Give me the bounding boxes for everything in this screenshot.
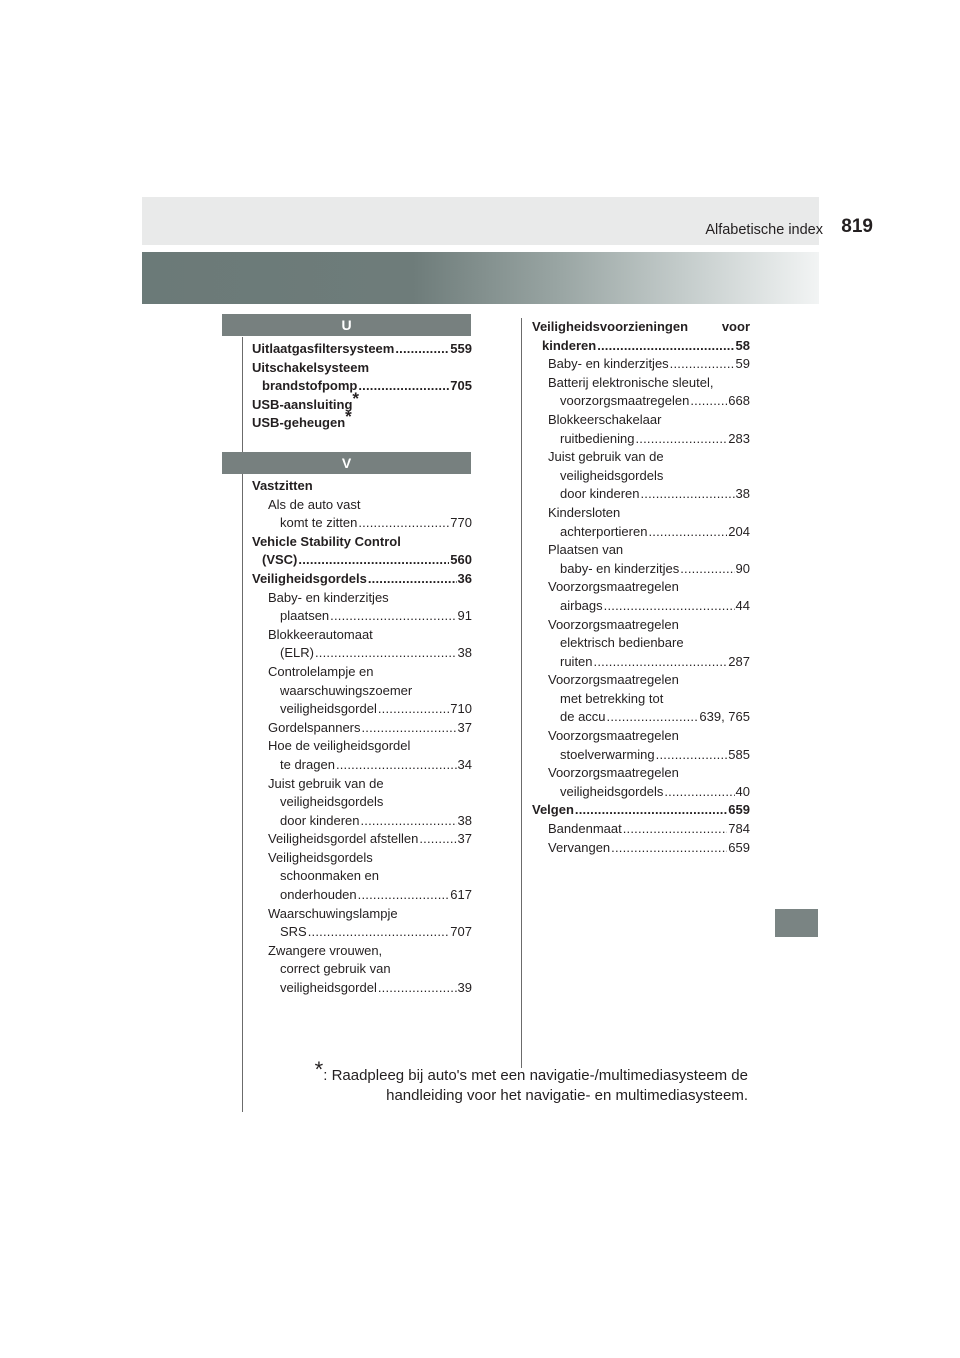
index-entry: Voorzorgsmaatregelen [548,672,679,688]
index-entry: met betrekking tot [560,690,664,706]
index-entry: onderhouden ..... 617 [252,886,472,905]
index-entry: Plaatsen van [548,542,624,558]
index-entry: Voorzorgsmaatregelen [548,728,679,744]
page-title: Alfabetische index [705,222,823,238]
index-entry: Baby- en kinderzitjes ..... 59 [532,355,750,374]
index-entry: door kinderen ..... 38 [252,812,472,831]
footnote [290,1057,748,1106]
index-entry: achterportieren ..... 204 [532,523,750,542]
index-entry: Veiligheidsvoorzieningen voor [532,319,750,334]
index-entry: Vervangen ..... 659 [532,839,750,858]
index-entry: stoelverwarming ..... 585 [532,746,750,765]
index-entry: Veiligheidsgordels ..... 36 [252,570,472,589]
asterisk-icon: * [314,1057,324,1082]
section-header-v: V [222,452,471,474]
index-entry: Voorzorgsmaatregelen [548,579,679,595]
index-entry: (VSC) ..... 560 [252,551,472,570]
index-entry: voorzorgsmaatregelen ..... 668 [532,392,750,411]
index-entry: te dragen ..... 34 [252,756,472,775]
index-entry: Controlelampje en [268,663,374,679]
index-entry: veiligheidsgordels ..... 40 [532,783,750,802]
index-entry: veiligheidsgordels [280,794,384,810]
index-entry: airbags ..... 44 [532,597,750,616]
index-entry: SRS ..... 707 [252,923,472,942]
index-entry: Kindersloten [548,504,621,520]
index-entry: Batterij elektronische sleutel, [548,374,714,390]
index-entry: Hoe de veiligheidsgordel [268,738,411,754]
index-entry: Waarschuwingslampje [268,905,398,921]
index-entry: schoonmaken en [280,868,380,884]
page-number: 819 [841,216,873,237]
index-entry: Juist gebruik van de [548,449,664,465]
index-entry: USB-geheugen* [252,407,352,431]
index-entry: Gordelspanners ..... 37 [252,719,472,738]
index-entry: Bandenmaat ..... 784 [532,820,750,839]
index-entry: veiligheidsgordels [560,467,664,483]
index-entry: Voorzorgsmaatregelen [548,765,679,781]
index-entry: Zwangere vrouwen, [268,942,383,958]
index-entry: Uitschakelsysteem [252,359,370,375]
chapter-tab [775,909,818,937]
index-column-right [532,318,750,857]
footnote-line-1: : Raadpleeg bij auto's met een navigatie-/multimediasysteem de [323,1067,748,1084]
index-entry: ruiten ..... 287 [532,653,750,672]
index-entry: veiligheidsgordel ..... 39 [252,979,472,998]
index-entry: Uitlaatgasfiltersysteem ..... 559 [252,340,472,359]
index-entry: Baby- en kinderzitjes [268,589,389,605]
index-entry: door kinderen ..... 38 [532,485,750,504]
index-entry: Voorzorgsmaatregelen [548,616,679,632]
asterisk-icon: * [345,407,352,427]
index-entry: brandstofpomp ..... 705 [252,377,472,396]
index-entry: ruitbediening ..... 283 [532,430,750,449]
column-divider-middle [521,318,522,1068]
index-column-u [252,340,472,433]
section-header-u: U [222,314,471,336]
header-gradient-band [142,252,819,304]
index-entry: Velgen ..... 659 [532,801,750,820]
index-entry: Blokkeerautomaat [268,626,373,642]
index-entry: komt te zitten ..... 770 [252,514,472,533]
index-entry: baby- en kinderzitjes ..... 90 [532,560,750,579]
index-entry: kinderen ..... 58 [532,337,750,356]
index-entry: de accu ..... 639, 765 [532,708,750,727]
index-entry: waarschuwingszoemer [280,682,413,698]
index-entry: Veiligheidsgordels [268,849,373,865]
index-entry: Blokkeerschakelaar [548,411,662,427]
index-entry: elektrisch bedienbare [560,635,684,651]
index-entry: Juist gebruik van de [268,775,384,791]
index-entry: correct gebruik van [280,961,391,977]
asterisk-icon: * [352,388,360,408]
index-entry: Vehicle Stability Control [252,533,401,549]
index-entry: plaatsen ..... 91 [252,607,472,626]
index-entry: veiligheidsgordel ..... 710 [252,700,472,719]
index-entry: Veiligheidsgordel afstellen ..... 37 [252,830,472,849]
index-column-v [252,477,472,998]
index-entry: Vastzitten [252,478,313,493]
index-entry: Als de auto vast [268,496,361,512]
index-entry: USB-aansluiting* [252,388,360,412]
footnote-line-2: handleiding voor het navigatie- en multimediasysteem. [386,1087,748,1104]
index-entry: (ELR) ..... 38 [252,644,472,663]
